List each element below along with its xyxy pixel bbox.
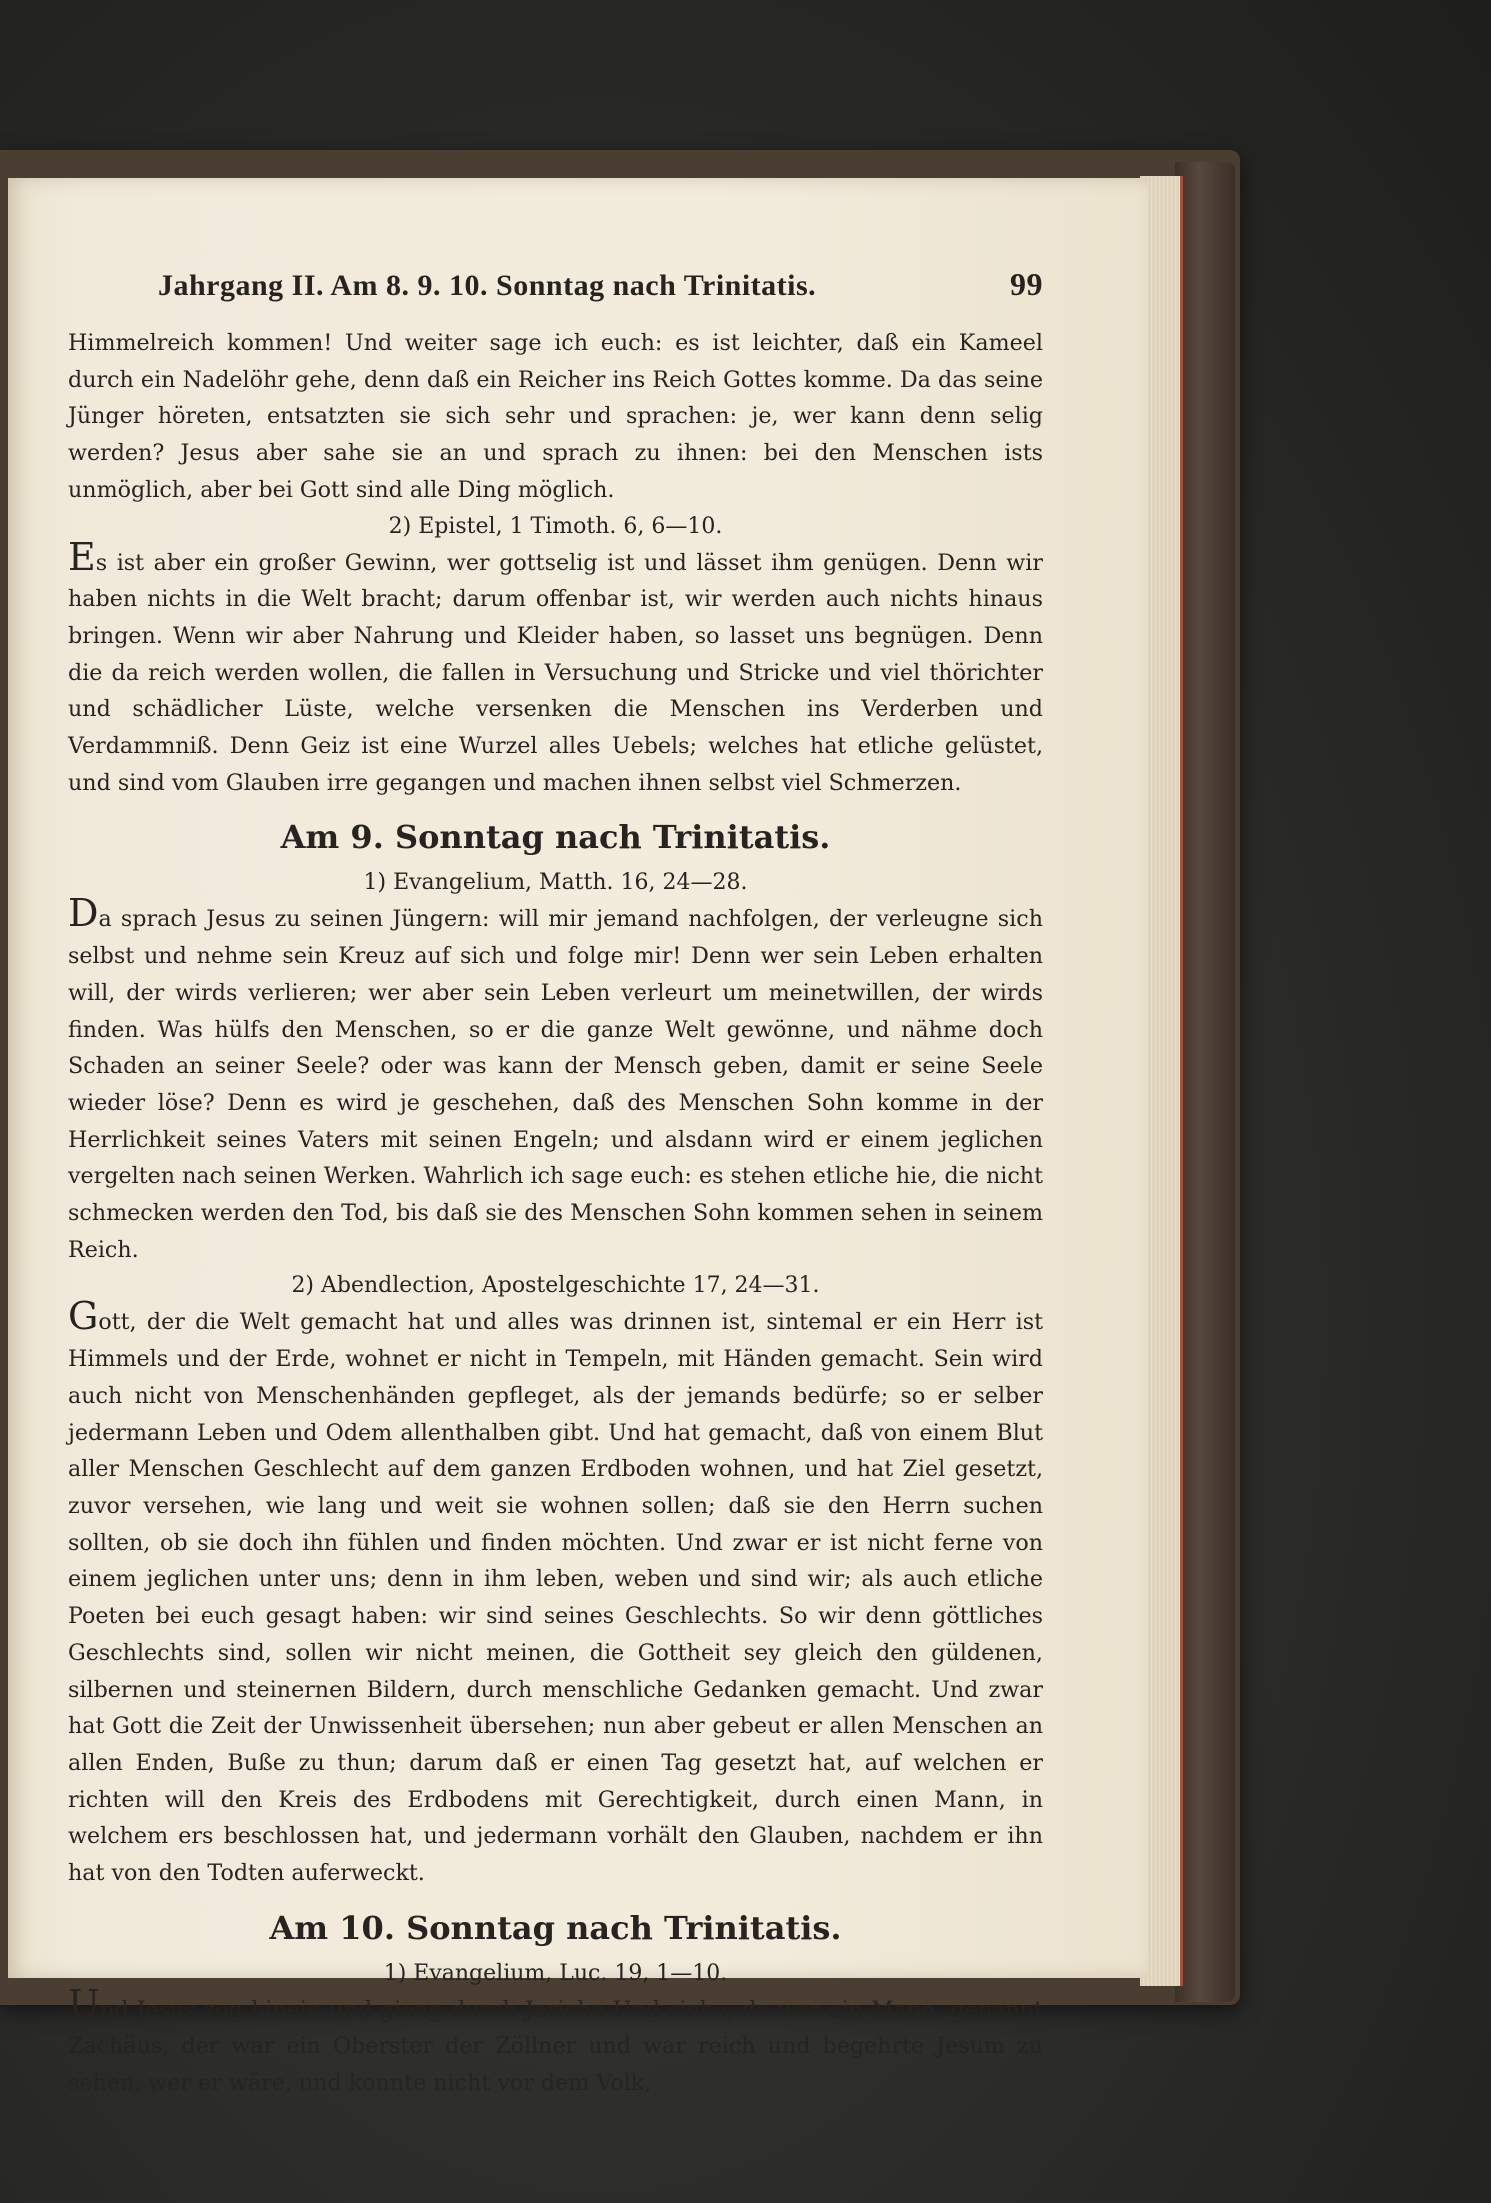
book-cover-edge: [1175, 162, 1235, 2002]
reading-subheading: 2) Epistel, 1 Timoth. 6, 6—10.: [388, 513, 723, 539]
reading-subheading: 2) Abendlection, Apostelgeschichte 17, 24—31.: [291, 1273, 820, 1299]
initial-letter: E: [68, 534, 96, 579]
paragraph: Gott, der die Welt gemacht hat und alles was drinnen ist, sintemal er ein Herr ist Himmels und der Erde, wohnet er nicht in Tempeln, mit Händen gemacht. Sein wird auch nicht von Menschenhänden gepfleget, als der jemands bedürfe; so er selber jedermann Leben und Odem allenthalben gibt. Und hat gemacht, daß von einem Blut aller Menschen Geschlecht auf dem ganzen Erdboden wohnen, und hat Ziel gesetzt, zuvor versehen, wie lang und weit sie wohnen sollen; daß sie den Herrn suchen sollten, ob sie doch ihn fühlen und finden möchten. Und zwar er ist nicht ferne von einem jeglichen unter uns; denn in ihm leben, weben und sind wir; als auch etliche Poeten bei euch gesagt haben: wir sind seines Geschlechts. So wir denn göttliches Geschlechts sind, sollen wir nicht meinen, die Gottheit sey gleich den güldenen, silbernen und steinernen Bildern, durch menschliche Gedanken gemacht. Und zwar hat Gott die Zeit der Unwissenheit übersehen; nun aber gebeut er allen Menschen an allen Enden, Buße zu thun; darum daß er einen Tag gesetzt hat, auf welchen er richten will den Kreis des Erdbodens mit Gerechtigkeit, durch einen Mann, in welchem ers beschlossen hat, und jedermann vorhält den Glauben, nachdem er ihn hat von den Todten auferweckt.: [68, 1294, 1043, 1887]
running-header: [68, 266, 1043, 303]
initial-letter: G: [68, 1294, 99, 1339]
paragraph: Es ist aber ein großer Gewinn, wer gottselig ist und lässet ihm genügen. Denn wir haben nichts in die Welt bracht; darum offenbar ist, wir werden auch nichts hinaus bringen. Wenn wir aber Nahrung und Kleider haben, so lasset uns begnügen. Denn die da reich werden wollen, die fallen in Versuchung und Stricke und viel thörichter und schädlicher Lüste, welche versenken die Menschen ins Verderben und Verdammniß. Denn Geiz ist eine Wurzel alles Uebels; welches hat etliche gelüstet, und sind vom Glauben irre gegangen und machen ihnen selbst viel Schmerzen.: [68, 534, 1043, 796]
paragraph: Himmelreich kommen! Und weiter sage ich euch: es ist leichter, daß ein Kameel durch ein Nadelöhr gehe, denn daß ein Reicher ins Reich Gottes komme. Da das seine Jünger höreten, entsatzten sie sich sehr und sprachen: je, wer kann denn selig werden? Jesus aber sahe sie an und sprach zu ihnen: bei den Menschen ists unmöglich, aber bei Gott sind alle Ding möglich.: [68, 330, 1043, 503]
section-heading: Am 9. Sonntag nach Trinitatis.: [280, 818, 831, 857]
paragraph: Da sprach Jesus zu seinen Jüngern: will mir jemand nachfolgen, der verleugne sich selbst und nehme sein Kreuz auf sich und folge mir! Denn wer sein Leben erhalten will, der wirds verlieren; wer aber sein Leben verleurt um meinetwillen, der wirds finden. Was hülfs den Menschen, so er die ganze Welt gewönne, und nähme doch Schaden an seiner Seele? oder was kann der Mensch geben, damit er seine Seele wieder löse? Denn es wird je geschehen, daß des Menschen Sohn komme in der Herrlichkeit seines Vaters mit seinen Engeln; und alsdann wird er einem jeglichen vergelten nach seinen Werken. Wahrlich ich sage euch: es stehen etliche hie, die nicht schmecken werden den Tod, bis daß sie des Menschen Sohn kommen sehen in seinem Reich.: [68, 891, 1043, 1263]
section-heading: Am 10. Sonntag nach Trinitatis.: [269, 1908, 842, 1947]
reading-subheading: 1) Evangelium, Matth. 16, 24—28.: [363, 870, 748, 896]
reading-subheading: 1) Evangelium, Luc. 19, 1—10.: [383, 1960, 728, 1986]
header-title: Jahrgang II. Am 8. 9. 10. Sonntag nach Trinitatis.: [158, 269, 817, 302]
page-content: [68, 266, 1043, 2102]
initial-letter: U: [68, 1981, 101, 2026]
paragraph: Und Jesus zog hinein und gieng durch Jericho Und siehe, da war ein Mann, genannt Zachäus, der war ein Oberster der Zöllner und war reich und begehrte Jesum zu sehen, wer er wäre, und konnte nicht vor dem Volk,: [68, 1981, 1043, 2097]
initial-letter: D: [68, 891, 99, 936]
book-page: [8, 178, 1148, 2097]
page-number: 99: [1010, 266, 1043, 302]
